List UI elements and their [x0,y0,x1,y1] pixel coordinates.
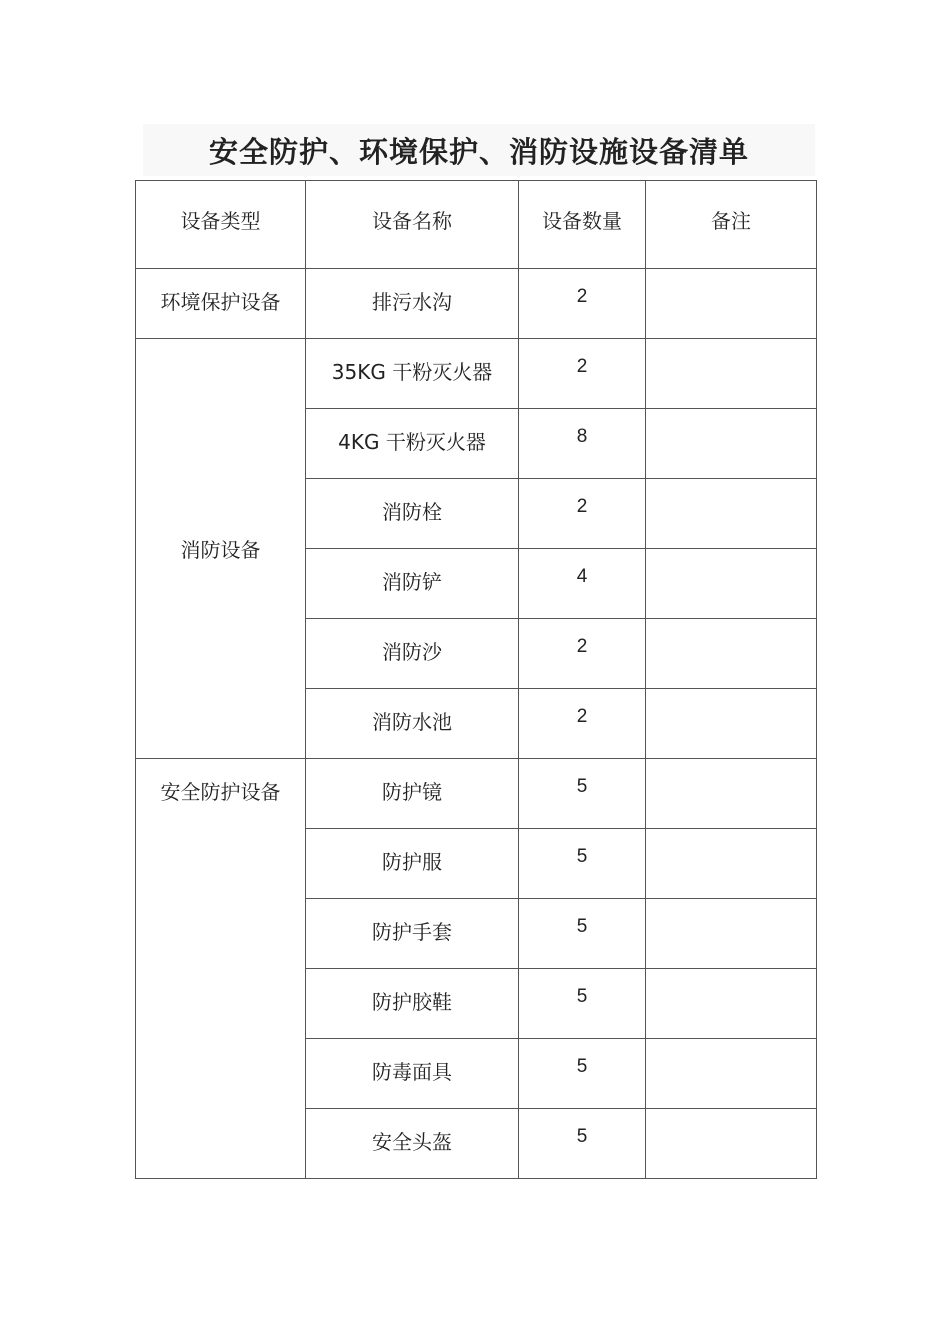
remarks-cell [646,479,817,549]
equipment-name-cell: 防护胶鞋 [306,969,519,1039]
remarks-cell [646,969,817,1039]
table-row [136,269,817,339]
equipment-quantity-cell: 5 [519,1109,646,1179]
equipment-quantity-cell: 2 [519,339,646,409]
equipment-quantity-cell: 2 [519,619,646,689]
remarks-cell [646,339,817,409]
equipment-quantity-cell: 2 [519,269,646,339]
remarks-cell [646,829,817,899]
equipment-name-cell: 消防水池 [306,689,519,759]
equipment-name-cell: 安全头盔 [306,1109,519,1179]
equipment-name-cell: 消防栓 [306,479,519,549]
header-equipment-quantity: 设备数量 [519,181,646,269]
equipment-table [135,180,817,1179]
table-header-row [136,181,817,269]
remarks-cell [646,1039,817,1109]
equipment-name-cell: 消防铲 [306,549,519,619]
equipment-quantity-cell: 4 [519,549,646,619]
equipment-name-cell: 防护手套 [306,899,519,969]
title-bar [143,124,815,176]
page-title: 安全防护、环境保护、消防设施设备清单 [208,134,749,169]
remarks-cell [646,269,817,339]
equipment-type-cell: 安全防护设备 [136,759,306,1179]
remarks-cell [646,1109,817,1179]
remarks-cell [646,409,817,479]
remarks-cell [646,759,817,829]
header-equipment-name: 设备名称 [306,181,519,269]
remarks-cell [646,549,817,619]
equipment-name-cell: 防护服 [306,829,519,899]
equipment-name-cell: 防护镜 [306,759,519,829]
equipment-type-cell: 消防设备 [136,339,306,759]
equipment-quantity-cell: 8 [519,409,646,479]
header-remarks: 备注 [646,181,817,269]
equipment-name-cell: 排污水沟 [306,269,519,339]
equipment-quantity-cell: 2 [519,479,646,549]
remarks-cell [646,619,817,689]
equipment-quantity-cell: 5 [519,899,646,969]
equipment-name-cell: 消防沙 [306,619,519,689]
equipment-type-cell: 环境保护设备 [136,269,306,339]
header-equipment-type: 设备类型 [136,181,306,269]
equipment-quantity-cell: 5 [519,759,646,829]
remarks-cell [646,689,817,759]
equipment-quantity-cell: 5 [519,969,646,1039]
equipment-quantity-cell: 5 [519,829,646,899]
equipment-name-cell: 防毒面具 [306,1039,519,1109]
equipment-quantity-cell: 2 [519,689,646,759]
equipment-name-cell: 4KG 干粉灭火器 [306,409,519,479]
table-row [136,339,817,409]
equipment-quantity-cell: 5 [519,1039,646,1109]
equipment-name-cell: 35KG 干粉灭火器 [306,339,519,409]
remarks-cell [646,899,817,969]
table-row [136,759,817,829]
